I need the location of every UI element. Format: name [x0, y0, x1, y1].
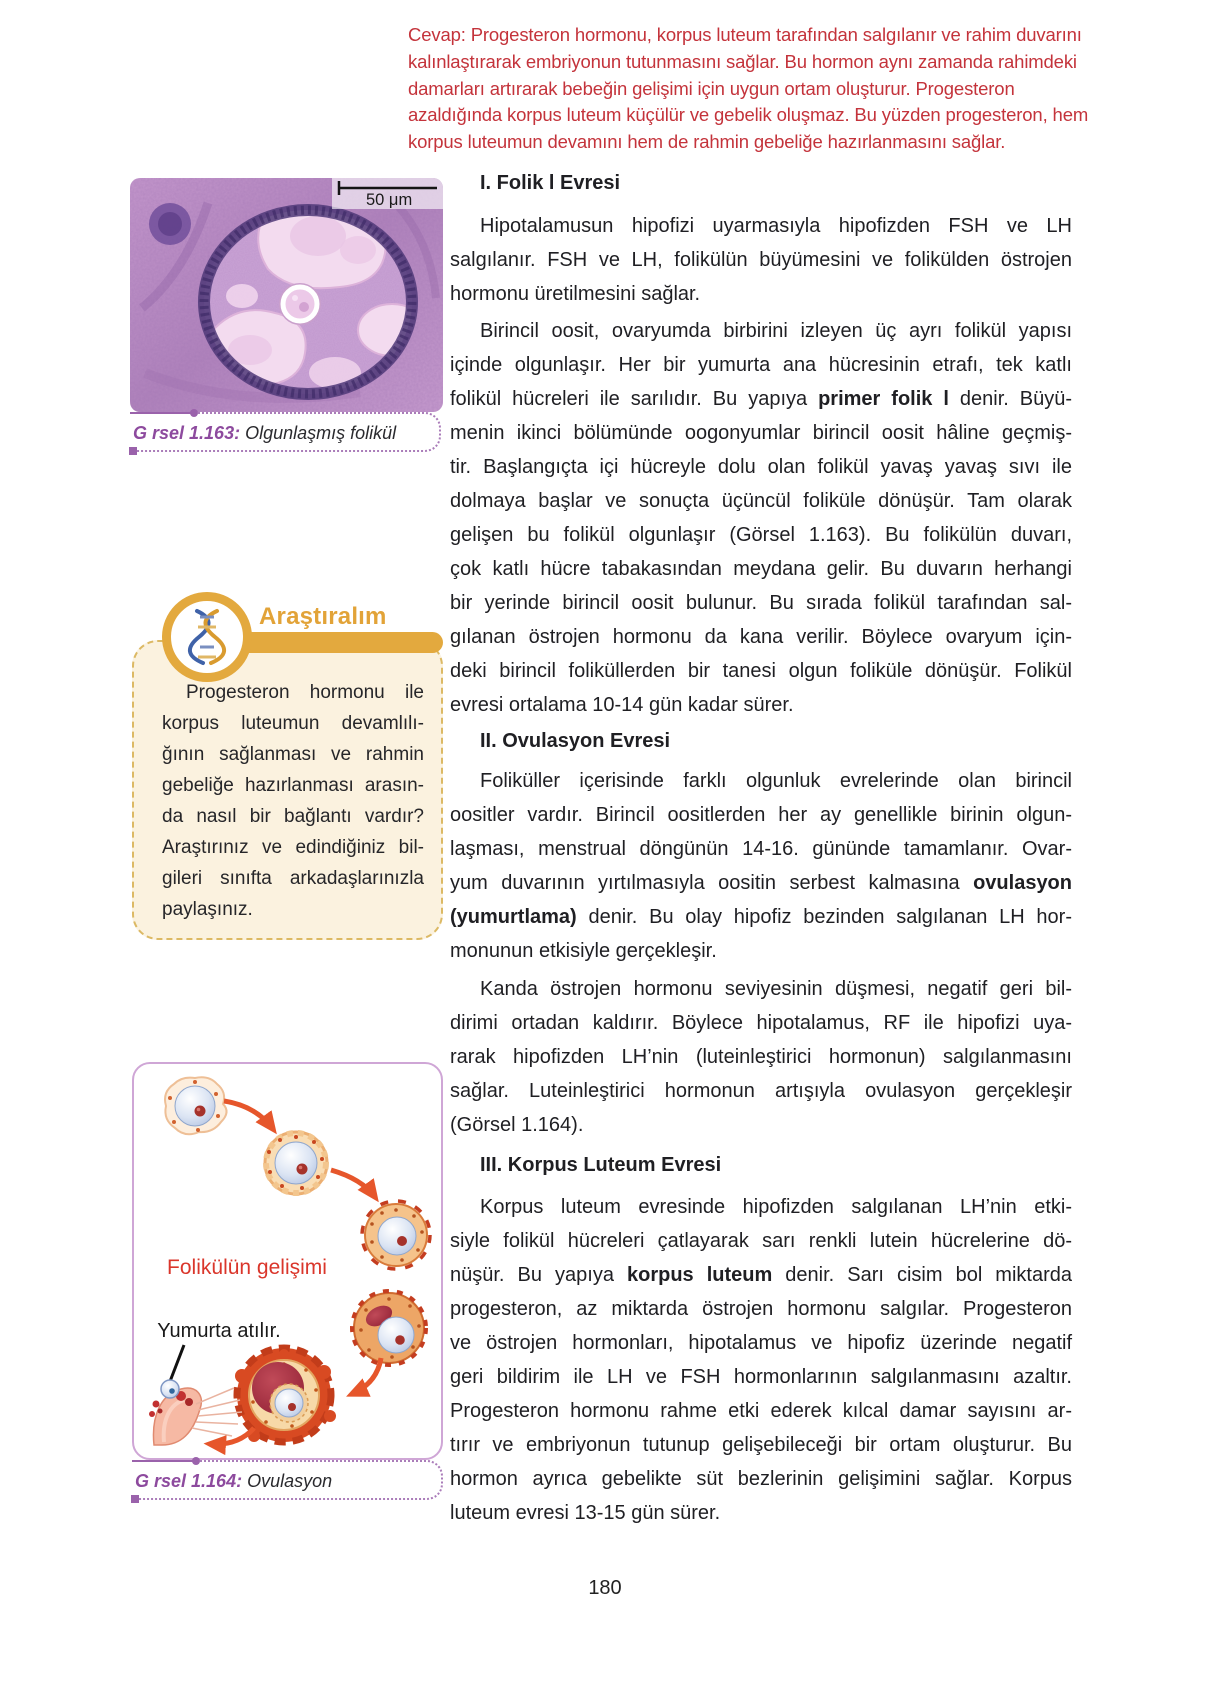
page-number: 180	[588, 1577, 622, 1599]
text-line: hormonu üretilmesini sağlar.	[450, 283, 701, 305]
text-line: rarak hipofizden LH’nin (luteinleştirici hormonun) salgılanmasını	[450, 1046, 1072, 1068]
answer-text	[408, 22, 1138, 156]
text-line: gelişen bu folikül olgunlaşır (Görsel 1.163). Bu folikülün duvarı,	[450, 524, 1072, 546]
research-box-badge	[162, 592, 252, 682]
paragraph	[450, 764, 1072, 968]
text-line: Progesteron hormonu rahme etki ederek kılcal damar sayısını ar-	[450, 1400, 1072, 1422]
text-line: siyle folikül hücreleri çatlayarak sarı renkli lutein hücrelerine dö-	[450, 1230, 1072, 1252]
released-egg	[161, 1380, 179, 1398]
text-line: Hipotalamusun hipofizi uyarmasıyla hipofizden FSH ve LH	[480, 215, 1072, 237]
scale-label: 50 μm	[366, 191, 413, 209]
text-line: menin ikinci bölümünde oogonyumlar birincil oosit hâline geçmiş-	[450, 422, 1072, 444]
caption-accent-dot	[192, 1457, 200, 1465]
text-line: nüşür. Bu yapıya korpus luteum denir. Sarı cisim bol miktarda	[450, 1264, 1072, 1286]
research-line: Progesteron hormonu ile	[186, 682, 424, 703]
arrow-stage1-stage2	[224, 1101, 273, 1129]
research-box-title: Araştıralım	[259, 603, 387, 630]
text-line: evresi ortalama 10-14 gün kadar sürer.	[450, 694, 794, 716]
research-line: Araştırınız ve edindiğiniz bil-	[162, 837, 424, 858]
figure-caption-164	[132, 1462, 441, 1492]
ovulation-diagram	[132, 1062, 443, 1460]
research-box	[132, 592, 443, 944]
caption-label: G rsel 1.164:	[135, 1471, 243, 1491]
text-line: (yumurtlama) denir. Bu olay hipofiz bezinden salgılanan LH hor-	[450, 906, 1072, 928]
answer-line: korpus luteumun devamını hem de rahmin gebeliğe hazırlanmasını sağlar.	[408, 131, 1006, 153]
caption-accent-square	[131, 1495, 139, 1503]
text-line: laşması, menstrual döngünün 14-16. gününde tamamlanır. Ovar-	[450, 838, 1072, 860]
text-line: ve östrojen hormonları, hipotalamus ve hipofiz üzerinde negatif	[450, 1332, 1072, 1354]
ovulation-fimbria	[149, 1380, 242, 1445]
paragraph	[450, 314, 1072, 722]
text-line: oositler vardır. Birincil oositlerden her ay genellikle birinin olgun-	[450, 804, 1072, 826]
micrograph-image	[130, 178, 443, 412]
text-line: dirimi ortadan kaldırır. Böylece hipotalamus, RF ile hipofizi uya-	[450, 1012, 1072, 1034]
development-label: Folikülün gelişimi	[167, 1256, 327, 1279]
research-line: gileri sınıfta arkadaşlarınızla	[162, 868, 424, 889]
research-box-text	[162, 677, 424, 925]
paragraph	[450, 209, 1072, 311]
research-line: paylaşınız.	[162, 899, 253, 920]
text-line: dolmaya başlar ve sonuçta üçüncül foliküle dönüşür. Tam olarak	[450, 490, 1072, 512]
caption-label: G rsel 1.163:	[133, 423, 241, 443]
text-line: monunun etkisiyle gerçekleşir.	[450, 940, 717, 962]
text-line: progesteron, az miktarda östrojen hormonu salgılar. Progesteron	[450, 1298, 1072, 1320]
text-line: yum duvarının yırtılmasıyla oositin serbest kalmasına ovulasyon	[450, 872, 1072, 894]
answer-line: kalınlaştırarak embriyonun tutunmasını sağlar. Bu hormon aynı zamanda rahimdeki	[408, 50, 1077, 72]
text-line: bir yerinde birincil oosit bulunur. Bu sırada folikül tarafından sal-	[450, 592, 1072, 614]
paragraph	[450, 972, 1072, 1142]
text-line: tir. Başlangıçta içi hücreyle dolu olan folikül yavaş yavaş sıvı ile	[450, 456, 1072, 478]
text-line: Foliküller içerisinde farklı olgunluk evrelerinde olan birincil	[480, 770, 1072, 792]
text-line: sağlar. Luteinleştirici hormonun artışıyla ovulasyon gerçekleşir	[450, 1080, 1072, 1102]
text-line: tırır ve embriyonun tutunup gelişebileceği bir ortam oluşturur. Bu	[450, 1434, 1072, 1456]
follicle-stage-2	[265, 1132, 327, 1194]
research-line: ğının sağlanması ve rahmin	[162, 744, 424, 765]
caption-frame-163	[130, 412, 441, 452]
scale-bar	[332, 178, 443, 209]
answer-line: damarları artırarak bebeğin gelişimi için uygun ortam oluşturur. Progesteron	[408, 77, 1015, 99]
text-line: Birincil oosit, ovaryumda birbirini izleyen üç ayrı folikül yapısı	[480, 320, 1072, 342]
text-line: (Görsel 1.164).	[450, 1114, 584, 1136]
text-line: çok katlı hücre tabakasından meydana gelir. Bu duvarın herhangi	[450, 558, 1072, 580]
text-line: Kanda östrojen hormonu seviyesinin düşmesi, negatif geri bil-	[480, 978, 1072, 1000]
caption-accent-line	[132, 1460, 194, 1462]
caption-frame-164	[132, 1460, 443, 1500]
text-line: Korpus luteum evresinde hipofizden salgılanan LH’nin etki-	[480, 1196, 1072, 1218]
answer-line: azaldığında korpus luteum küçülür ve gebelik oluşmaz. Bu yüzden progesteron, hem	[408, 104, 1089, 126]
text-line: hormon ayrıca gebelikte süt bezlerinin gelişimini sağlar. Korpus	[450, 1468, 1072, 1490]
section-heading-ovulation: II. Ovulasyon Evresi	[480, 730, 671, 752]
arrow-stage2-stage3	[331, 1170, 375, 1197]
follicle-stage-5-mature	[235, 1348, 336, 1442]
text-line: folikül hücreleri ile sarılıdır. Bu yapıya primer folik l denir. Büyü-	[450, 388, 1073, 410]
figure-caption-163	[130, 414, 439, 444]
dna-helix-icon	[181, 607, 233, 667]
text-line: içinde olgunlaşır. Her bir yumurta ana hücresinin etrafı, tek katlı	[450, 354, 1072, 376]
arrow-stage5-ovulation	[210, 1428, 254, 1444]
caption-accent-dot	[190, 409, 198, 417]
research-line: da nasıl bir bağlantı vardır?	[162, 806, 424, 827]
follicle-micrograph-art	[130, 178, 443, 412]
text-line: deki birincil foliküllerden bir tanesi olgun foliküle dönüşür. Folikül	[450, 660, 1072, 682]
follicle-development-art	[134, 1064, 441, 1458]
follicle-stage-4	[352, 1291, 426, 1365]
egg-pointer-line	[169, 1345, 184, 1384]
research-box-band	[228, 632, 443, 653]
text-line: salgılanır. FSH ve LH, folikülün büyümesini ve folikülden östrojen	[450, 249, 1072, 271]
caption-text: Ovulasyon	[247, 1471, 333, 1491]
text-line: geri bildirim ile LH ve FSH hormonlarının salgılanmasını azaltır.	[450, 1366, 1072, 1388]
text-line: luteum evresi 13-15 gün sürer.	[450, 1502, 721, 1524]
section-heading-corpus-luteum: III. Korpus Luteum Evresi	[480, 1154, 722, 1176]
caption-accent-square	[129, 447, 137, 455]
caption-accent-line	[130, 412, 192, 414]
paragraph	[450, 1190, 1072, 1530]
research-line: gebeliğe hazırlanması arasın-	[162, 775, 424, 796]
egg-released-label: Yumurta atılır.	[157, 1320, 281, 1342]
section-heading-follicle: I. Folik l Evresi	[480, 172, 621, 194]
answer-line: Cevap: Progesteron hormonu, korpus luteum tarafından salgılanır ve rahim duvarını	[408, 24, 1082, 45]
caption-text: Olgunlaşmış folikül	[245, 423, 397, 443]
follicle-stage-3	[362, 1201, 430, 1269]
research-line: korpus luteumun devamlılı-	[162, 713, 424, 734]
follicle-stage-1	[165, 1077, 227, 1134]
text-line: gılanan östrojen hormonu da kana verilir. Böylece ovaryum için-	[450, 626, 1072, 648]
